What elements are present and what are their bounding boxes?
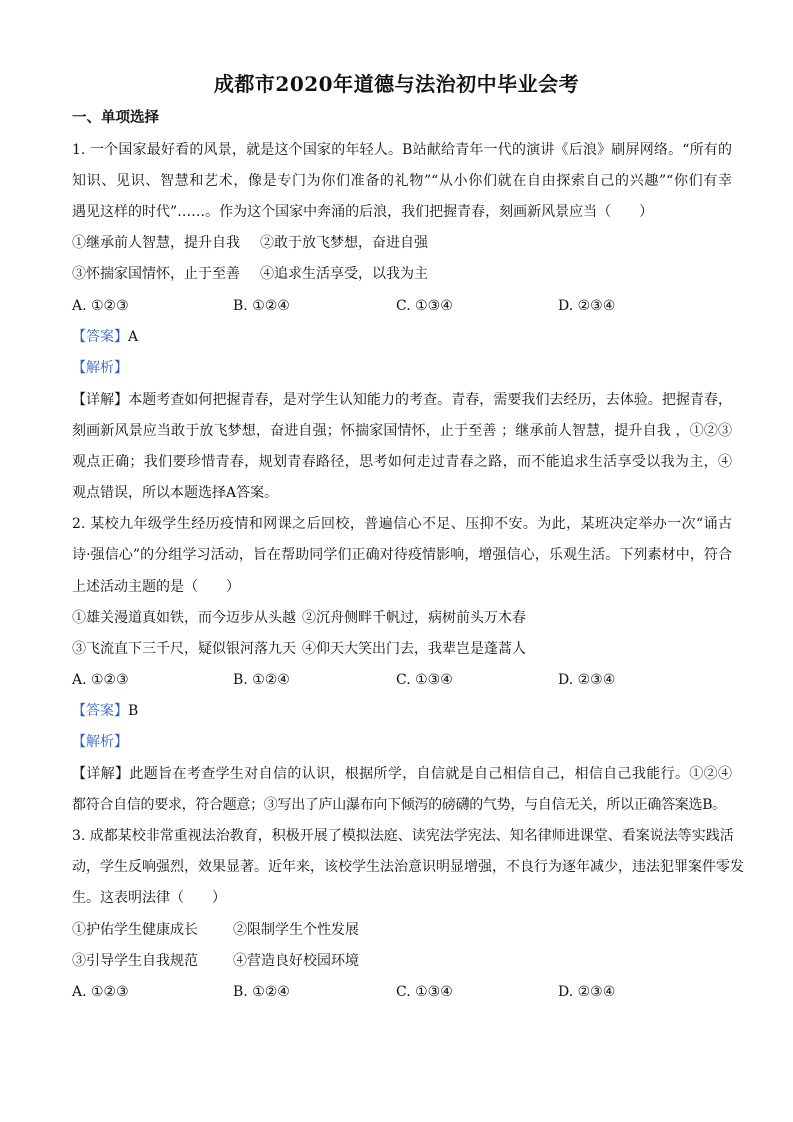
analysis-label: 【解析】	[72, 360, 128, 376]
detail-line	[72, 764, 732, 784]
detail-line: 刻画新风景应当敢于放飞梦想，奋进自强；怀揣家国情怀，止于至善 ；继承前人智慧，提升自我 ，①②③	[72, 423, 732, 439]
statement-item: ④仰天大笑出门去，我辈岂是蓬蒿人	[302, 641, 526, 657]
answer-row	[72, 701, 138, 721]
statement-item: ②限制学生个性发展	[233, 922, 359, 938]
answer-option-a: A. ①②③	[72, 298, 129, 314]
answer-option-c: C. ①③④	[396, 298, 453, 314]
statement-item: ①护佑学生健康成长	[72, 922, 198, 938]
answer-label: 【答案】	[72, 329, 128, 345]
detail-label: 【详解】	[72, 392, 129, 408]
question-stem-line: 1. 一个国家最好看的风景，就是这个国家的年轻人。B站献给青年一代的演讲《后浪》刷屏网络。“所有的	[72, 142, 732, 158]
answer-option-a: A. ①②③	[72, 672, 129, 688]
detail-line	[72, 390, 732, 410]
statement-item: ①雄关漫道真如铁，而今迈步从头越	[72, 610, 296, 626]
answer-option-d: D. ②③④	[558, 672, 616, 688]
answer-option-b: B. ①②④	[233, 984, 290, 1000]
question-stem-line: 知识、见识、智慧和艺术，像是专门为你们准备的礼物”“从小你们就在自由探索自己的兴趣”“你们有幸	[72, 173, 732, 189]
answer-option-c: C. ①③④	[396, 672, 453, 688]
answer-option-d: D. ②③④	[558, 298, 616, 314]
detail-text: 此题旨在考查学生对自信的认识，根据所学，自信就是自己相信自己，相信自己我能行。①②④	[129, 766, 733, 782]
question-stem-line: 诗·强信心”的分组学习活动，旨在帮助同学们正确对待疫情影响，增强信心，乐观生活。下列素材中，符合	[72, 547, 732, 563]
statement-item: ③飞流直下三千尺，疑似银河落九天	[72, 641, 296, 657]
detail-text: 本题考查如何把握青春，是对学生认知能力的考查。青春，需要我们去经历，去体验。把握青春，	[128, 392, 733, 408]
statement-item: ④追求生活享受，以我为主	[260, 266, 428, 282]
answer-label: 【答案】	[72, 703, 128, 719]
answer-row	[72, 327, 138, 347]
answer-option-a: A. ①②③	[72, 984, 129, 1000]
statement-item: ③引导学生自我规范	[72, 953, 198, 969]
statement-item: ④营造良好校园环境	[233, 953, 359, 969]
question-stem-line: 生。这表明法律（ ）	[72, 890, 226, 906]
answer-option-b: B. ①②④	[233, 672, 290, 688]
answer-value: B	[128, 703, 139, 719]
statement-item: ②沉舟侧畔千帆过，病树前头万木春	[302, 610, 526, 626]
question-stem-line: 遇见这样的时代”……。作为这个国家中奔涌的后浪，我们把握青春，刻画新风景应当（ ）	[72, 204, 654, 220]
detail-line: 观点正确；我们要珍惜青春，规划青春路径，思考如何走过青春之路，而不能追求生活享受以我为主，④	[72, 454, 732, 470]
answer-value: A	[128, 329, 139, 345]
question-stem-line: 上述活动主题的是（ ）	[72, 579, 240, 595]
answer-option-b: B. ①②④	[233, 298, 290, 314]
analysis-label: 【解析】	[72, 734, 128, 750]
question-stem-line: 2. 某校九年级学生经历疫情和网课之后回校，普遍信心不足、压抑不安。为此，某班决定举办一次“诵古	[72, 516, 732, 532]
statement-item: ②敢于放飞梦想，奋进自强	[260, 235, 428, 251]
detail-line: 都符合自信的要求，符合题意；③写出了庐山瀑布向下倾泻的磅礴的气势，与自信无关，所以正确答案选B。	[72, 797, 726, 813]
section-heading: 一、单项选择	[72, 109, 159, 126]
question-stem-line: 动，学生反响强烈，效果显著。近年来，该校学生法治意识明显增强，不良行为逐年减少，违法犯罪案件零发	[72, 859, 744, 875]
statement-item: ①继承前人智慧，提升自我	[72, 235, 240, 251]
detail-label: 【详解】	[72, 766, 130, 782]
question-stem-line: 3. 成都某校非常重视法治教育，积极开展了模拟法庭、读宪法学宪法、知名律师进课堂、看案说法等实践活	[72, 828, 734, 844]
detail-line: 观点错误，所以本题选择A答案。	[72, 485, 279, 501]
answer-option-d: D. ②③④	[558, 984, 616, 1000]
answer-option-c: C. ①③④	[396, 984, 453, 1000]
statement-item: ③怀揣家国情怀，止于至善	[72, 266, 240, 282]
document-title: 成都市2020年道德与法治初中毕业会考	[213, 72, 580, 96]
